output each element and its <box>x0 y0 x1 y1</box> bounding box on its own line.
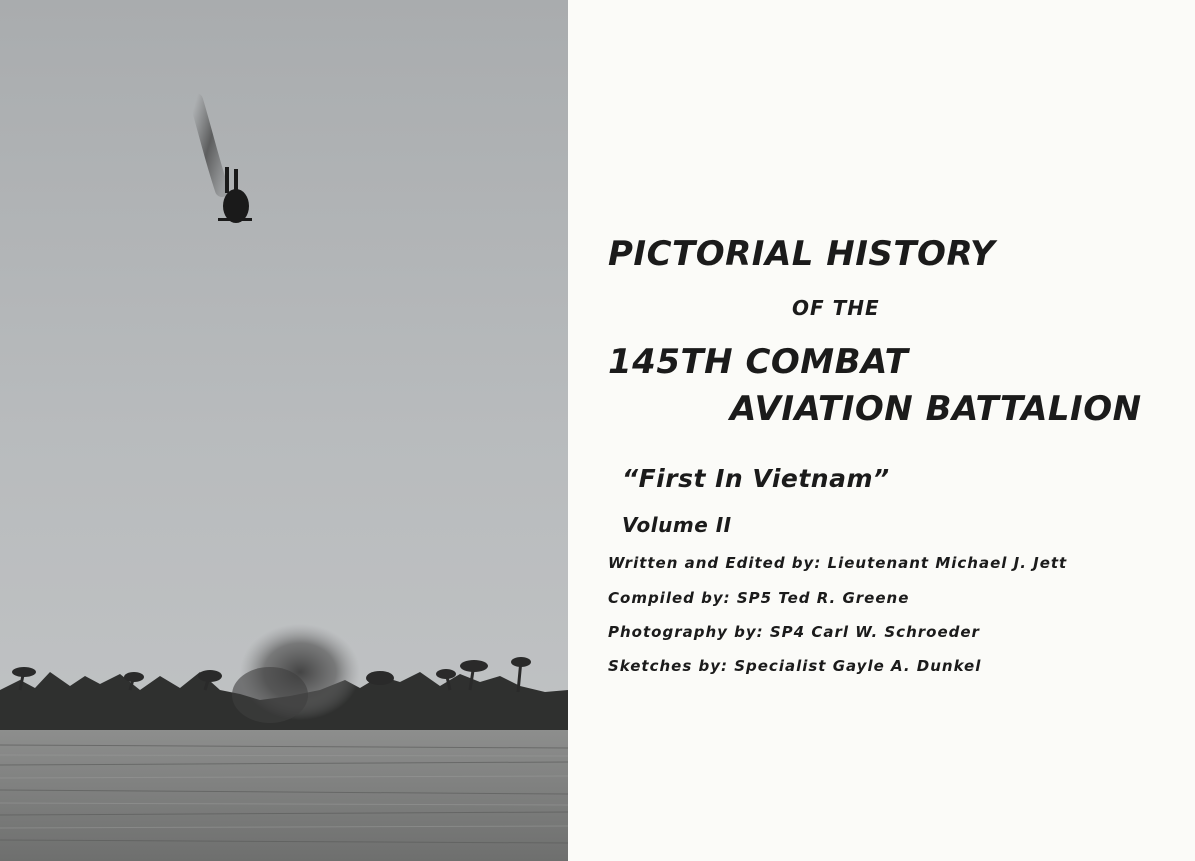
title-line-4: AVIATION BATTALION <box>730 389 1142 429</box>
title-line-3: 145TH COMBAT <box>608 342 909 382</box>
volume-label: Volume II <box>622 513 732 537</box>
title-panel <box>568 0 1195 861</box>
credit-line: Written and Edited by: Lieutenant Michael J. Jett <box>608 554 1068 572</box>
title-line-1: PICTORIAL HISTORY <box>608 234 996 274</box>
cover-photo <box>0 0 568 861</box>
credit-line: Compiled by: SP5 Ted R. Greene <box>608 589 910 607</box>
credit-line: Photography by: SP4 Carl W. Schroeder <box>608 623 980 641</box>
credit-line: Sketches by: Specialist Gayle A. Dunkel <box>608 657 982 675</box>
title-line-2: OF THE <box>792 296 880 320</box>
motto: “First In Vietnam” <box>622 464 890 493</box>
